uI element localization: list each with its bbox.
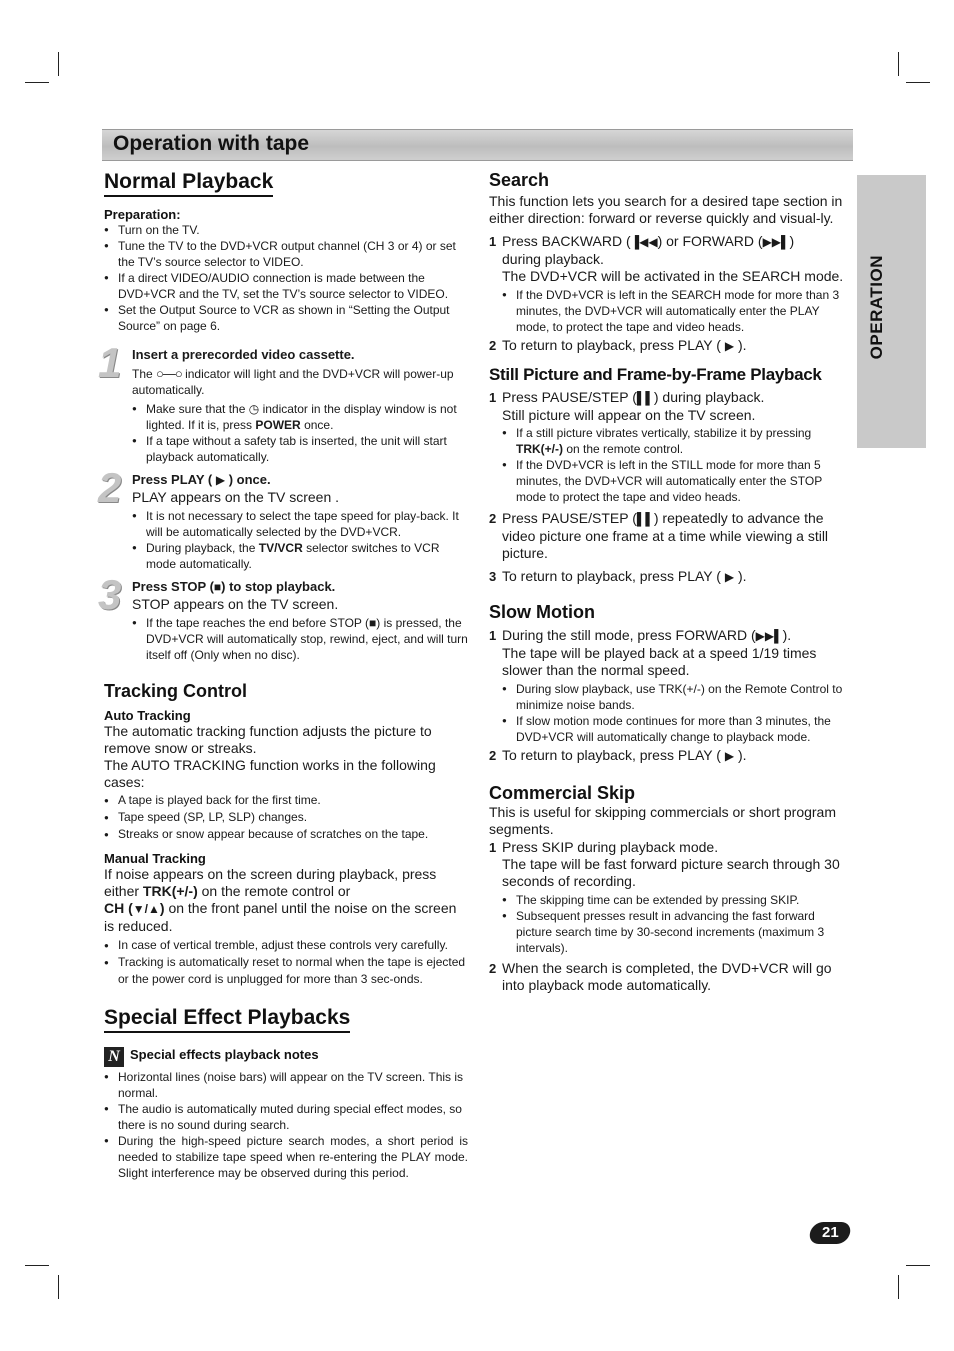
still-picture-heading: Still Picture and Frame-by-Frame Playback — [489, 365, 822, 384]
list-item: ● If the DVD+VCR is left in the SEARCH mode for more than 3 minutes, the DVD+VCR will automatically enter the PLAY mode, to protect the tape and video heads. — [502, 287, 853, 335]
still-step-3: 3 To return to playback, press PLAY ( ▶ ). — [489, 568, 747, 584]
auto-tracking-label: Auto Tracking — [104, 708, 191, 723]
step-1-title: Insert a prerecorded video cassette. — [132, 347, 355, 362]
list-item: ● Tracking is automatically reset to normal when the tape is ejected or the power cord is unplugged for more than 3 sec-onds. — [104, 954, 468, 988]
slow-step-2: 2 To return to playback, press PLAY ( ▶ ). — [489, 747, 747, 763]
list-item: ● The skipping time can be extended by pressing SKIP. — [502, 892, 853, 908]
step-3-bullets — [132, 615, 468, 663]
search-heading: Search — [489, 170, 550, 190]
play-icon: ▶ — [215, 473, 226, 487]
list-item: ● In case of vertical tremble, adjust these controls very carefully. — [104, 937, 468, 954]
pause-icon: ▌▌ — [636, 512, 654, 526]
crop-mark — [25, 1265, 49, 1266]
preparation-label: Preparation: — [104, 207, 181, 222]
crop-mark — [898, 52, 899, 76]
play-icon: ▶ — [724, 339, 735, 353]
list-item: ● Make sure that the ◷ indicator in the display window is not lighted. If it is, press POWER once. — [132, 401, 468, 433]
step-1 — [98, 339, 468, 465]
section-header-bar — [102, 129, 853, 161]
list-item: ● A tape is played back for the first time. — [104, 792, 468, 809]
list-item: ● If a tape without a safety tab is inserted, the unit will start playback automatically. — [132, 433, 468, 465]
auto-tracking-text: The AUTO TRACKING function works in the following cases: — [104, 757, 436, 790]
search-step-2: 2 To return to playback, press PLAY ( ▶ ). — [489, 337, 747, 353]
list-item: ● During slow playback, use TRK(+/-) on the Remote Control to minimize noise bands. — [502, 681, 853, 713]
list-item: ● Streaks or snow appear because of scratches on the tape. — [104, 826, 468, 843]
manual-tracking-list — [104, 937, 468, 988]
still-step-1: 1 Press PAUSE/STEP (▌▌) during playback. Still picture will appear on the TV screen. ● If a still picture vibrates vertically, stabilize it by pressing TRK(+/-) on the remote control. ● If the DVD+VCR is left in the STILL mode for more than 5 minutes, the DVD+VCR will automatically enter the STOP mode to protect the tape and video heads. — [489, 389, 853, 505]
step-2-title: Press PLAY ( ▶ ) once. — [132, 472, 271, 487]
list-item: ● If a direct VIDEO/AUDIO connection is made between the DVD+VCR and the TV, set the TV’s source selector to VIDEO. — [104, 270, 468, 302]
search-step-1-bullets — [502, 287, 853, 335]
step-3-title: Press STOP (■) to stop playback. — [132, 579, 336, 594]
down-up-arrow-icon: ▼/▲ — [132, 902, 160, 916]
list-item: ● Subsequent presses result in advancing the fast forward picture search time by 30-second increments (maximum 3 intervals). — [502, 908, 853, 956]
auto-tracking-text: The automatic tracking function adjusts the picture to remove snow or streaks. — [104, 723, 432, 756]
search-step-1: 1 Press BACKWARD (▐◀◀) or FORWARD (▶▶▌) during playback. The DVD+VCR will be activated in the SEARCH mode. ● If the DVD+VCR is left in the SEARCH mode for more than 3 minutes, the DVD+VCR will automatically enter the PLAY mode, to protect the tape and video heads. — [489, 233, 853, 335]
step-3 — [98, 571, 468, 663]
tape-icon: ○—○ — [156, 366, 182, 381]
timer-icon: ◷ — [248, 402, 260, 416]
special-effect-heading: Special Effect Playbacks — [104, 1006, 350, 1033]
step-1-bullets — [132, 401, 468, 465]
stop-icon: ■ — [369, 616, 377, 630]
backward-icon: ▐◀◀ — [630, 235, 658, 249]
crop-mark — [898, 1275, 899, 1299]
crop-mark — [58, 52, 59, 76]
commercial-intro: This is useful for skipping commercials or short program segments. — [489, 804, 837, 837]
forward-icon: ▶▶▌ — [755, 629, 783, 643]
list-item: ● If slow motion mode continues for more than 3 minutes, the DVD+VCR will automatically change to playback mode. — [502, 713, 853, 745]
list-item: ● During playback, the TV/VCR selector switches to VCR mode automatically. — [132, 540, 468, 572]
crop-mark — [906, 82, 930, 83]
step-3-text: STOP appears on the TV screen. — [132, 596, 339, 612]
preparation-block — [104, 207, 468, 334]
list-item: ● The audio is automatically muted during special effect modes, so there is no sound during search. — [104, 1101, 468, 1133]
commercial-step-2: 2 When the search is completed, the DVD+VCR will go into playback mode automatically. — [489, 960, 832, 993]
page-number: 21 — [808, 1222, 853, 1244]
list-item: ● If the DVD+VCR is left in the STILL mode for more than 5 minutes, the DVD+VCR will automatically enter the STOP mode to protect the tape and video heads. — [502, 457, 853, 505]
side-tab-label: OPERATION — [867, 255, 886, 360]
normal-playback-heading: Normal Playback — [104, 170, 273, 197]
section-title: Operation with tape — [113, 132, 310, 155]
step-2 — [98, 464, 468, 572]
special-notes-list — [104, 1069, 468, 1181]
tracking-control-heading: Tracking Control — [104, 681, 248, 701]
commercial-skip-heading: Commercial Skip — [489, 783, 636, 803]
list-item: ● Tune the TV to the DVD+VCR output channel (CH 3 or 4) or set the TV’s source selector to VIDEO. — [104, 238, 468, 270]
list-item: ● Turn on the TV. — [104, 222, 468, 238]
preparation-list — [104, 222, 468, 334]
list-item: ● Tape speed (SP, LP, SLP) changes. — [104, 809, 468, 826]
note-icon: N — [104, 1047, 124, 1067]
forward-icon: ▶▶▌ — [762, 235, 790, 249]
commercial-step-1-bullets — [502, 892, 853, 956]
step-2-number: 2 — [98, 464, 122, 511]
left-column — [98, 170, 468, 1181]
list-item: ● It is not necessary to select the tape speed for play-back. It will be automatically selected by the DVD+VCR. — [132, 508, 468, 540]
stop-icon: ■ — [213, 580, 222, 594]
special-notes-label: N Special effects playback notes — [104, 1047, 468, 1067]
search-intro: This function lets you search for a desired tape section in either direction: forward or reverse quickly and visual-ly. — [489, 193, 843, 226]
manual-tracking-label: Manual Tracking — [104, 851, 206, 866]
step-2-text: PLAY appears on the TV screen . — [132, 489, 340, 505]
still-step-1-bullets — [502, 425, 853, 505]
slow-step-1: 1 During the still mode, press FORWARD (▶▶▌). The tape will be played back at a speed 1/19 times slower than the normal speed. ● During slow playback, use TRK(+/-) on the Remote Control to minimize noise bands. ● If slow motion mode continues for more than 3 minutes, the DVD+VCR will automatically change to playback mode. — [489, 627, 853, 745]
play-icon: ▶ — [724, 570, 735, 584]
crop-mark — [906, 1265, 930, 1266]
list-item: ● If a still picture vibrates vertically, stabilize it by pressing TRK(+/-) on the remote control. — [502, 425, 853, 457]
step-1-text: The ○—○ indicator will light and the DVD+VCR will power-up automatically. — [132, 366, 454, 397]
side-tab — [857, 175, 926, 448]
auto-tracking-list — [104, 792, 468, 843]
list-item: ● During the high-speed picture search modes, a short period is needed to stabilize tape speed when re-entering the PLAY mode. Slight interference may be observed during this period. — [104, 1133, 468, 1181]
step-1-number: 1 — [98, 339, 122, 386]
step-2-bullets — [132, 508, 468, 572]
crop-mark — [25, 82, 49, 83]
play-icon: ▶ — [724, 749, 735, 763]
right-column — [489, 170, 853, 994]
commercial-step-1: 1 Press SKIP during playback mode. The tape will be fast forward picture search through 30 seconds of recording. ● The skipping time can be extended by pressing SKIP. ● Subsequent presses result in advancing the fast forward picture search time by 30-second increments (maximum 3 intervals). — [489, 839, 853, 956]
list-item: ● Set the Output Source to VCR as shown in “Setting the Output Source” on page 6. — [104, 302, 468, 334]
list-item: ● If the tape reaches the end before STOP (■) is pressed, the DVD+VCR will automatically stop, rewind, eject, and will turn itself off (Only when no disc). — [132, 615, 468, 663]
slow-step-1-bullets — [502, 681, 853, 745]
pause-icon: ▌▌ — [636, 391, 654, 405]
manual-tracking-text: If noise appears on the screen during playback, press either TRK(+/-) on the remote control or CH (▼/▲) on the front panel until the noise on the screen is reduced. — [104, 866, 457, 934]
still-step-2: 2 Press PAUSE/STEP (▌▌) repeatedly to advance the video picture one frame at a time while viewing a still picture. — [489, 510, 829, 561]
crop-mark — [58, 1275, 59, 1299]
step-3-number: 3 — [98, 571, 122, 618]
slow-motion-heading: Slow Motion — [489, 602, 595, 622]
list-item: ● Horizontal lines (noise bars) will appear on the TV screen. This is normal. — [104, 1069, 468, 1101]
